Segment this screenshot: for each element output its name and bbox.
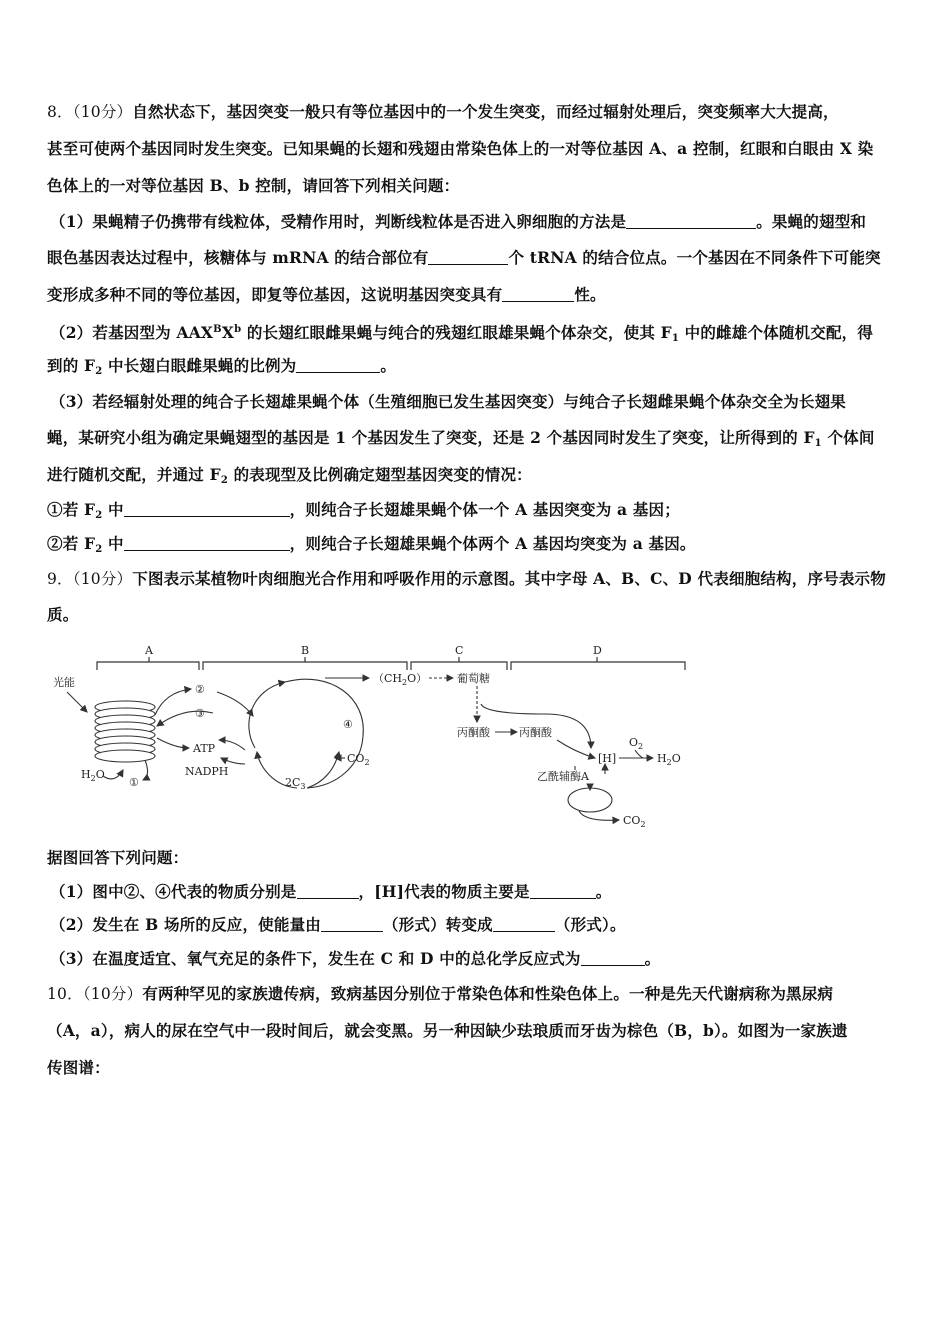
q8-part3-line-2: 蝇，某研究小组为确定果蝇翅型的基因是 1 个基因发生了突变，还是 2 个基因同时发生了突变，让所得到的 $F_1$ 个体间 xyxy=(47,428,875,449)
answer-blank[interactable] xyxy=(626,214,756,229)
answer-blank[interactable] xyxy=(124,502,290,517)
q8-part1-line-1: （1）果蝇精子仍携带有线粒体，受精作用时，判断线粒体是否进入卵细胞的方法是 。果蝇的翅型和 xyxy=(50,212,867,231)
substance-4: ④ xyxy=(343,718,353,731)
q10-number: 10． xyxy=(47,985,83,1003)
substance-3: ③ xyxy=(195,707,205,720)
glucose-label: 葡萄糖 xyxy=(457,672,490,685)
q9-line-2: 质。 xyxy=(47,605,79,624)
q8-part3-line-1: （3）若经辐射处理的纯合子长翅雄果蝇个体（生殖细胞已发生基因突变）与纯合子长翅雌果蝇个体杂交全为长翅果 xyxy=(50,392,846,411)
co2-right-label: $CO_2$ xyxy=(623,814,646,829)
co2-left-label: $CO_2$ xyxy=(347,752,370,767)
label-B: B xyxy=(301,644,310,657)
pyruvate-d: 丙酮酸 xyxy=(519,726,552,739)
answer-blank[interactable] xyxy=(502,287,574,302)
q8-score: （10分） xyxy=(72,103,133,121)
q10-line-3: 传图谱： xyxy=(47,1058,110,1077)
q8-part2-line-2: 到的 $F_2$ 中长翅白眼雌果蝇的比例为 。 xyxy=(47,356,397,377)
thylakoid-stack xyxy=(95,701,155,762)
q10-line-1: 10．（10分）有两种罕见的家族遗传病，致病基因分别位于常染色体和性染色体上。一种是先天代谢病称为黑尿病 xyxy=(47,984,834,1003)
label-C: C xyxy=(455,644,464,657)
h-label: [H] xyxy=(598,752,617,765)
ch2o-label: $(CH_2O)$ xyxy=(373,672,428,687)
atp-label: ATP xyxy=(193,742,216,755)
q9-prompt: 据图回答下列问题： xyxy=(47,848,189,867)
h2o-right-label: $H_2O$ xyxy=(657,752,681,767)
q9-part-3: （3）在温度适宜、氧气充足的条件下，发生在 C 和 D 中的总化学反应式为 。 xyxy=(50,949,661,968)
q9-line-1: 9．（10分）下图表示某植物叶肉细胞光合作用和呼吸作用的示意图。其中字母 A、B、C、D 代表细胞结构，序号表示物 xyxy=(47,569,886,588)
q9-number: 9． xyxy=(47,570,73,588)
photosynthesis-respiration-diagram xyxy=(45,640,695,835)
q9-score: （10分） xyxy=(72,570,133,588)
q8-case-1: ①若 $F_2$ 中 ，则纯合子长翅雄果蝇个体一个 A 基因突变为 a 基因； xyxy=(47,500,680,521)
answer-blank[interactable] xyxy=(428,250,508,265)
q8-case-2: ②若 $F_2$ 中 ，则纯合子长翅雄果蝇个体两个 A 基因均突变为 a 基因。 xyxy=(47,534,696,555)
substance-1: ① xyxy=(129,776,139,789)
label-A: A xyxy=(145,644,153,657)
q8-part3-line-3: 进行随机交配，并通过 $F_2$ 的表现型及比例确定翅型基因突变的情况： xyxy=(47,465,532,486)
q9-part-1: （1）图中②、④代表的物质分别是 ，[H]代表的物质主要是 。 xyxy=(50,882,612,901)
c3-label: $2C_3$ xyxy=(285,776,306,791)
answer-blank[interactable] xyxy=(321,917,383,932)
pyruvate-c: 丙酮酸 xyxy=(457,726,490,739)
q8-part1-line-2: 眼色基因表达过程中，核糖体与 mRNA 的结合部位有 个 tRNA 的结合位点。一个基因在不同条件下可能突 xyxy=(47,248,881,267)
substance-2: ② xyxy=(195,683,205,696)
q10-line-2: （A，a），病人的尿在空气中一段时间后，就会变黑。另一种因缺少珐琅质而牙齿为棕色（B，b）。如图为一家族遗 xyxy=(47,1021,848,1040)
structure-brackets xyxy=(97,657,685,670)
answer-blank[interactable] xyxy=(530,884,596,899)
nadph-label: NADPH xyxy=(185,765,229,778)
q8-part2-line-1: （2）若基因型为 $AAX^BX^b$ 的长翅红眼雌果蝇与纯合的残翅红眼雄果蝇个体杂交，使其 $F_1$ 中的雌雄个体随机交配，得 xyxy=(50,323,874,344)
answer-blank[interactable] xyxy=(493,917,555,932)
label-D: D xyxy=(593,644,602,657)
q8-part1-line-3: 变形成多种不同的等位基因，即复等位基因，这说明基因突变具有 性。 xyxy=(47,285,606,304)
answer-blank[interactable] xyxy=(124,536,290,551)
krebs-cycle xyxy=(568,788,612,812)
acetyl-coa-label: 乙酰辅酶A xyxy=(537,770,589,783)
answer-blank[interactable] xyxy=(297,884,359,899)
h2o-left-label: $H_2O$ xyxy=(81,768,105,783)
o2-label: $O_2$ xyxy=(629,736,644,751)
q8-line-1: 8．（10分）自然状态下，基因突变一般只有等位基因中的一个发生突变，而经过辐射处理后，突变频率大大提高， xyxy=(47,102,839,121)
q9-part-2: （2）发生在 B 场所的反应，使能量由 （形式）转变成 （形式）。 xyxy=(50,915,626,934)
answer-blank[interactable] xyxy=(581,951,645,966)
answer-blank[interactable] xyxy=(296,358,380,373)
light-energy-label: 光能 xyxy=(53,676,75,689)
q8-line-2: 甚至可使两个基因同时发生突变。已知果蝇的长翅和残翅由常染色体上的一对等位基因 A、a 控制，红眼和白眼由 X 染 xyxy=(47,139,874,158)
q8-number: 8． xyxy=(47,103,73,121)
q8-line-3: 色体上的一对等位基因 B、b 控制，请回答下列相关问题： xyxy=(47,176,460,195)
q10-score: （10分） xyxy=(82,985,143,1003)
